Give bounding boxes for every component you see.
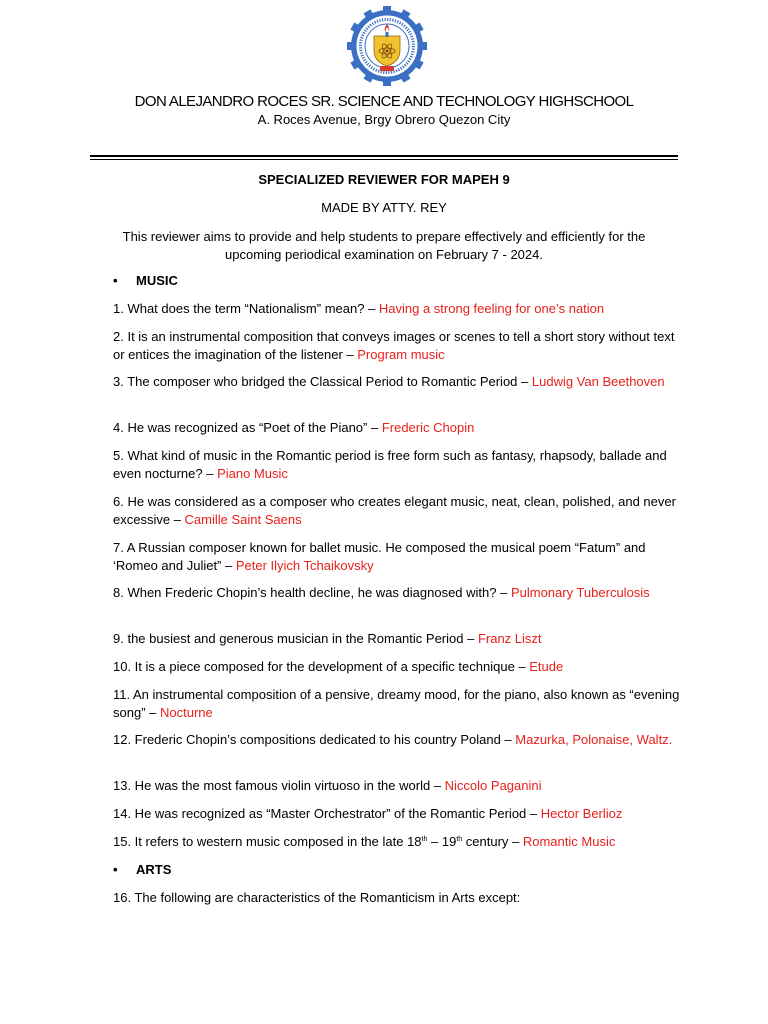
question-item: [113, 419, 681, 437]
answer-text: Romantic Music: [522, 834, 616, 849]
question-text: 10. It is a piece composed for the development of a specific technique –: [113, 659, 530, 674]
question-text: 15. It refers to western music composed in the late 18: [113, 834, 422, 849]
superscript: th: [456, 836, 463, 843]
answer-text: Pulmonary Tuberculosis: [510, 585, 650, 600]
section-heading-music: [113, 273, 178, 288]
question-item: [113, 447, 681, 483]
question-item: [113, 539, 681, 575]
school-seal-icon: [347, 6, 427, 86]
section-label: ARTS: [136, 862, 172, 877]
question-text: century –: [462, 834, 523, 849]
answer-text: Having a strong feeling for one’s nation: [378, 301, 605, 316]
question-item: [113, 630, 681, 648]
school-address: A. Roces Avenue, Brgy Obrero Quezon City: [257, 112, 511, 127]
question-text: 7. A Russian composer known for ballet music. He composed the musical poem “Fatum” and ‘Romeo and Juliet” –: [113, 540, 646, 573]
answer-text: Frederic Chopin: [381, 420, 475, 435]
question-text: – 19: [427, 834, 457, 849]
answer-text: Ludwig Van Beethoven: [531, 374, 665, 389]
question-item: [113, 686, 681, 722]
bullet-icon: •: [113, 273, 118, 288]
question-text: 2. It is an instrumental composition that conveys images or scenes to tell a short story without text or entices the imagination of the listener –: [113, 329, 675, 362]
question-item: [113, 833, 681, 851]
document-author: MADE BY ATTY. REY: [321, 200, 447, 215]
question-item: [113, 300, 681, 318]
question-item: [113, 805, 681, 823]
question-text: 1. What does the term “Nationalism” mean? –: [113, 301, 379, 316]
question-item: [113, 658, 681, 676]
answer-text: Niccolo Paganini: [444, 778, 542, 793]
answer-text: Franz Liszt: [477, 631, 542, 646]
question-text: 3. The composer who bridged the Classical Period to Romantic Period –: [113, 374, 532, 389]
school-name: DON ALEJANDRO ROCES SR. SCIENCE AND TECHNOLOGY HIGHSCHOOL: [134, 93, 634, 110]
question-item: [113, 328, 681, 364]
question-text: 13. He was the most famous violin virtuoso in the world –: [113, 778, 445, 793]
question-item: [113, 584, 681, 602]
question-text: 9. the busiest and generous musician in the Romantic Period –: [113, 631, 478, 646]
document-title: SPECIALIZED REVIEWER FOR MAPEH 9: [258, 172, 510, 187]
section-heading-arts: [113, 862, 171, 877]
answer-text: Program music: [357, 347, 445, 362]
answer-text: Camille Saint Saens: [184, 512, 302, 527]
answer-text: Nocturne: [159, 705, 213, 720]
question-item: [113, 731, 681, 749]
answer-text: Piano Music: [217, 466, 288, 481]
header-divider-thin: [90, 159, 678, 160]
question-item: [113, 373, 681, 391]
header-divider: [90, 155, 678, 157]
answer-text: Mazurka, Polonaise, Waltz.: [515, 732, 673, 747]
section-label: MUSIC: [136, 273, 178, 288]
answer-text: Hector Berlioz: [540, 806, 623, 821]
question-text: 16. The following are characteristics of the Romanticism in Arts except:: [113, 890, 521, 905]
superscript: th: [421, 836, 428, 843]
question-text: 8. When Frederic Chopin’s health decline, he was diagnosed with? –: [113, 585, 511, 600]
question-text: 12. Frederic Chopin’s compositions dedicated to his country Poland –: [113, 732, 516, 747]
question-text: 5. What kind of music in the Romantic period is free form such as fantasy, rhapsody, ballade and even nocturne? –: [113, 448, 667, 481]
intro-paragraph: This reviewer aims to provide and help students to prepare effectively and efficiently for the upcoming periodical examination on February 7 - 2024.: [122, 229, 646, 262]
question-item: [113, 777, 681, 795]
question-item: [113, 493, 681, 529]
question-text: 11. An instrumental composition of a pensive, dreamy mood, for the piano, also known as “evening song” –: [113, 687, 680, 720]
question-item: [113, 889, 681, 907]
question-text: 14. He was recognized as “Master Orchestrator” of the Romantic Period –: [113, 806, 541, 821]
question-text: 6. He was considered as a composer who creates elegant music, neat, clean, polished, and never excessive –: [113, 494, 676, 527]
answer-text: Peter Ilyich Tchaikovsky: [235, 558, 374, 573]
bullet-icon: •: [113, 862, 118, 877]
answer-text: Etude: [529, 659, 564, 674]
question-text: 4. He was recognized as “Poet of the Piano” –: [113, 420, 382, 435]
